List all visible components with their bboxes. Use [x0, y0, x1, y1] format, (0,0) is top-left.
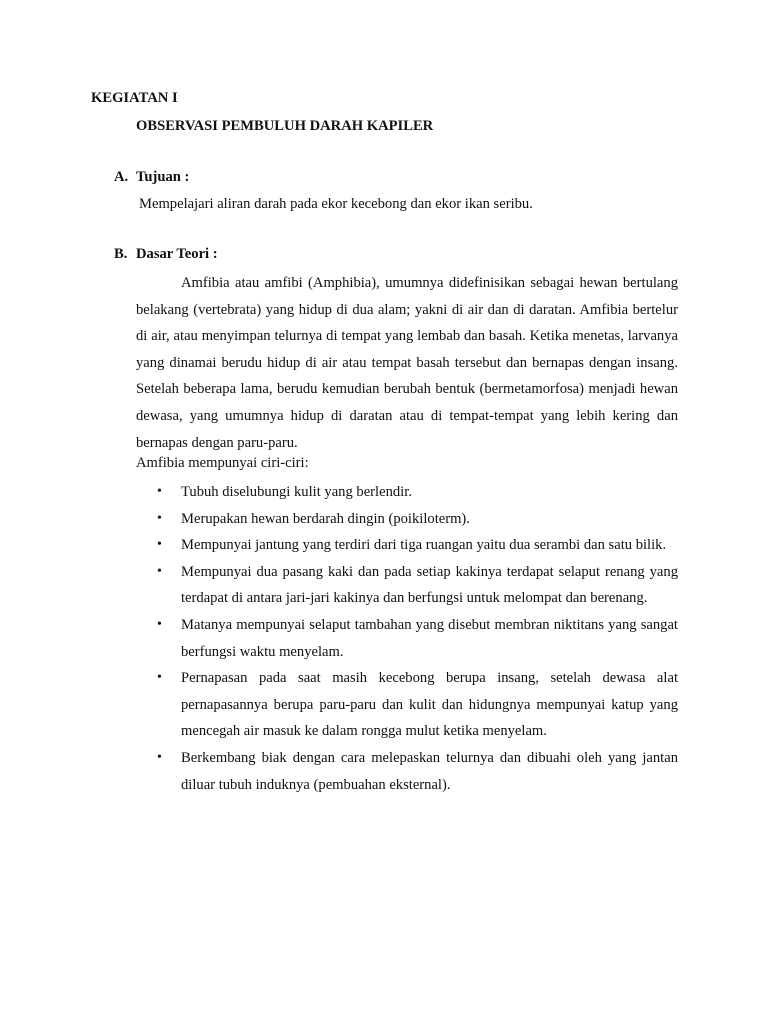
bullet-icon: • — [157, 484, 162, 499]
list-item-text: Tubuh diselubungi kulit yang berlendir. — [181, 484, 412, 500]
list-item — [157, 532, 678, 559]
bullet-icon: • — [157, 670, 162, 686]
section-a-letter: A. — [114, 169, 129, 185]
bullet-icon: • — [157, 749, 162, 765]
characteristics-intro: Amfibia mempunyai ciri-ciri: — [136, 455, 309, 471]
theory-paragraph: Amfibia atau amfibi (Amphibia), umumnya didefinisikan sebagai hewan bertulang belakang (vertebrata) yang hidup di dua alam; yakni di air dan di daratan. Amfibia bertelur di air, atau menyimpan telurnya di tempat yang lembab dan basah. Ketika menetas, larvanya yang dinamai berudu hidup di air atau tempat basah tersebut dan bernapas dengan insang. Setelah beberapa lama, berudu kemudian berubah bentuk (bermetamorfosa) menjadi hewan dewasa, yang umumnya hidup di daratan atau di tempat-tempat yang lebih kering dan bernapas dengan paru-paru. — [136, 275, 678, 451]
section-b-title: Dasar Teori : — [136, 246, 218, 262]
section-a-heading — [114, 169, 189, 186]
characteristics-list — [157, 479, 678, 798]
list-item-text: Mempunyai jantung yang terdiri dari tiga ruangan yaitu dua serambi dan satu bilik. — [181, 537, 667, 554]
bullet-icon: • — [157, 563, 162, 579]
section-a-title: Tujuan : — [136, 169, 190, 185]
section-b-letter: B. — [114, 246, 128, 262]
list-item-text: Matanya mempunyai selaput tambahan yang disebut membran niktitans yang sangat berfungsi waktu menyelam. — [181, 616, 678, 660]
list-item — [157, 612, 678, 665]
bullet-icon: • — [157, 537, 162, 553]
list-item — [157, 665, 678, 745]
list-item-text: Mempunyai dua pasang kaki dan pada setiap kakinya terdapat selaput renang yang terdapat di antara jari-jari kakinya dan berfungsi untuk melompat dan berenang. — [181, 563, 678, 607]
list-item — [157, 506, 678, 533]
objective-text: Mempelajari aliran darah pada ekor kecebong dan ekor ikan seribu. — [139, 196, 533, 212]
list-item — [157, 479, 678, 506]
bullet-icon: • — [157, 616, 162, 632]
list-item-text: Berkembang biak dengan cara melepaskan telurnya dan dibuahi oleh yang jantan diluar tubuh induknya (pembuahan eksternal). — [181, 749, 678, 793]
list-item — [157, 559, 678, 612]
list-item-text: Pernapasan pada saat masih kecebong berupa insang, setelah dewasa alat pernapasannya berupa paru-paru dan kulit dan hidungnya mempunyai katup yang mencegah air masuk ke dalam rongga mulut ketika menyelam. — [181, 670, 678, 740]
observation-title: OBSERVASI PEMBULUH DARAH KAPILER — [136, 118, 434, 134]
bullet-icon: • — [157, 510, 162, 526]
list-item — [157, 745, 678, 798]
activity-title: KEGIATAN I — [91, 90, 178, 106]
list-item-text: Merupakan hewan berdarah dingin (poikiloterm). — [181, 510, 470, 527]
section-b-heading — [114, 246, 218, 263]
